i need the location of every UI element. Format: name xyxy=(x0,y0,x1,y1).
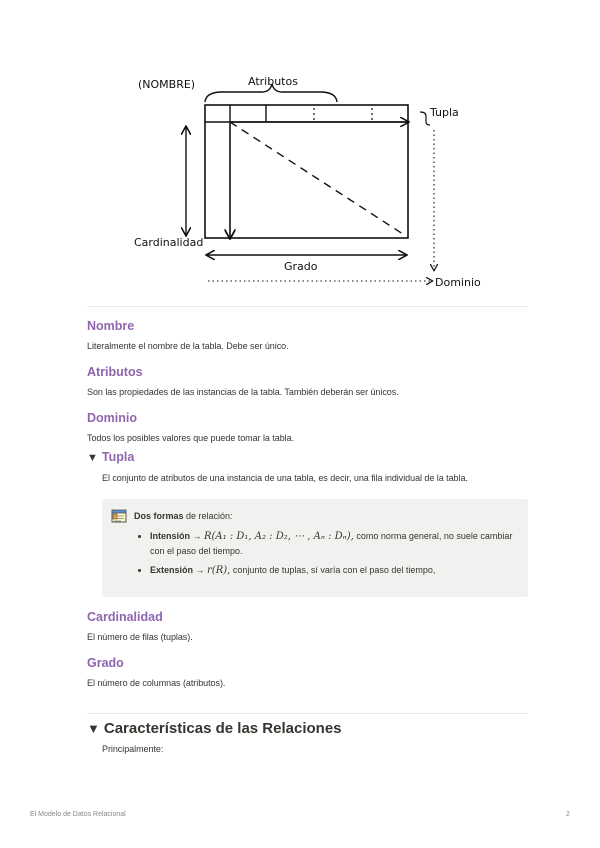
intension-description: como norma general, no suele cambiar con el paso del tiempo. xyxy=(150,531,513,556)
callout-title-bold: Dos formas xyxy=(134,511,184,521)
intension-formula: R(A₁ : D₁, A₂ : D₂, ⋯ , Aₙ : Dₙ), xyxy=(204,531,354,542)
tupla-text: El conjunto de atributos de una instancia de una tabla, es decir, una fila individual de la tabla. xyxy=(102,473,468,483)
extension-description: conjunto de tuplas, sí varía con el paso del tiempo, xyxy=(230,565,436,575)
extension-label: Extensión → xyxy=(150,565,208,575)
section-title-atributos: Atributos xyxy=(87,365,143,379)
section-title-nombre: Nombre xyxy=(87,319,135,333)
caracteristicas-title: Características de las Relaciones xyxy=(103,720,342,737)
callout-title-rest: de relación: xyxy=(183,511,233,521)
footer-title: El Modelo de Datos Relacional xyxy=(30,811,126,818)
caracteristicas-text: Principalmente: xyxy=(102,744,164,754)
attributes-brace xyxy=(205,84,337,102)
diagram-domain-label: Dominio xyxy=(435,276,481,289)
section-text-atributos: Son las propiedades de las instancias de la tabla. También deberán ser únicos. xyxy=(87,387,399,397)
diagram-name-label: (NOMBRE) xyxy=(138,78,196,91)
notepad-icon xyxy=(111,509,127,523)
page-number: 2 xyxy=(566,811,570,818)
toggle-tupla[interactable] xyxy=(87,450,134,464)
toggle-caracteristicas[interactable] xyxy=(87,720,342,737)
diagram-tuple-label: Tupla xyxy=(430,106,459,119)
diagram-attributes-label: Atributos xyxy=(248,75,298,88)
extension-formula: r(R), xyxy=(207,565,231,576)
section-title-cardinalidad: Cardinalidad xyxy=(87,610,163,624)
section-text-nombre: Literalmente el nombre de la tabla. Debe ser único. xyxy=(87,341,289,351)
toggle-arrow-icon[interactable]: ▼ xyxy=(87,452,98,464)
section-text-cardinalidad: El número de filas (tuplas). xyxy=(87,632,193,642)
divider xyxy=(87,713,527,714)
section-title-grado: Grado xyxy=(87,656,124,670)
relation-forms-callout xyxy=(102,499,528,597)
list-item-intension xyxy=(150,529,520,559)
intension-label: Intensión → xyxy=(150,531,204,541)
tuple-brace xyxy=(420,112,430,125)
diagram-degree-label: Grado xyxy=(284,260,318,273)
callout-list xyxy=(134,529,520,582)
toggle-arrow-icon[interactable]: ▼ xyxy=(87,721,100,736)
section-title-dominio: Dominio xyxy=(87,411,137,425)
callout-title xyxy=(134,511,233,521)
divider xyxy=(87,306,527,307)
toggle-tupla-title: Tupla xyxy=(101,450,135,464)
relation-diagram xyxy=(130,70,490,295)
diagram-cardinality-label: Cardinalidad xyxy=(134,236,204,249)
section-text-dominio: Todos los posibles valores que puede tomar la tabla. xyxy=(87,433,295,443)
relation-diagram-svg xyxy=(130,70,490,295)
diagonal-dashed-line xyxy=(230,122,406,236)
list-item-extension xyxy=(150,563,520,578)
section-text-grado: El número de columnas (atributos). xyxy=(87,678,226,688)
